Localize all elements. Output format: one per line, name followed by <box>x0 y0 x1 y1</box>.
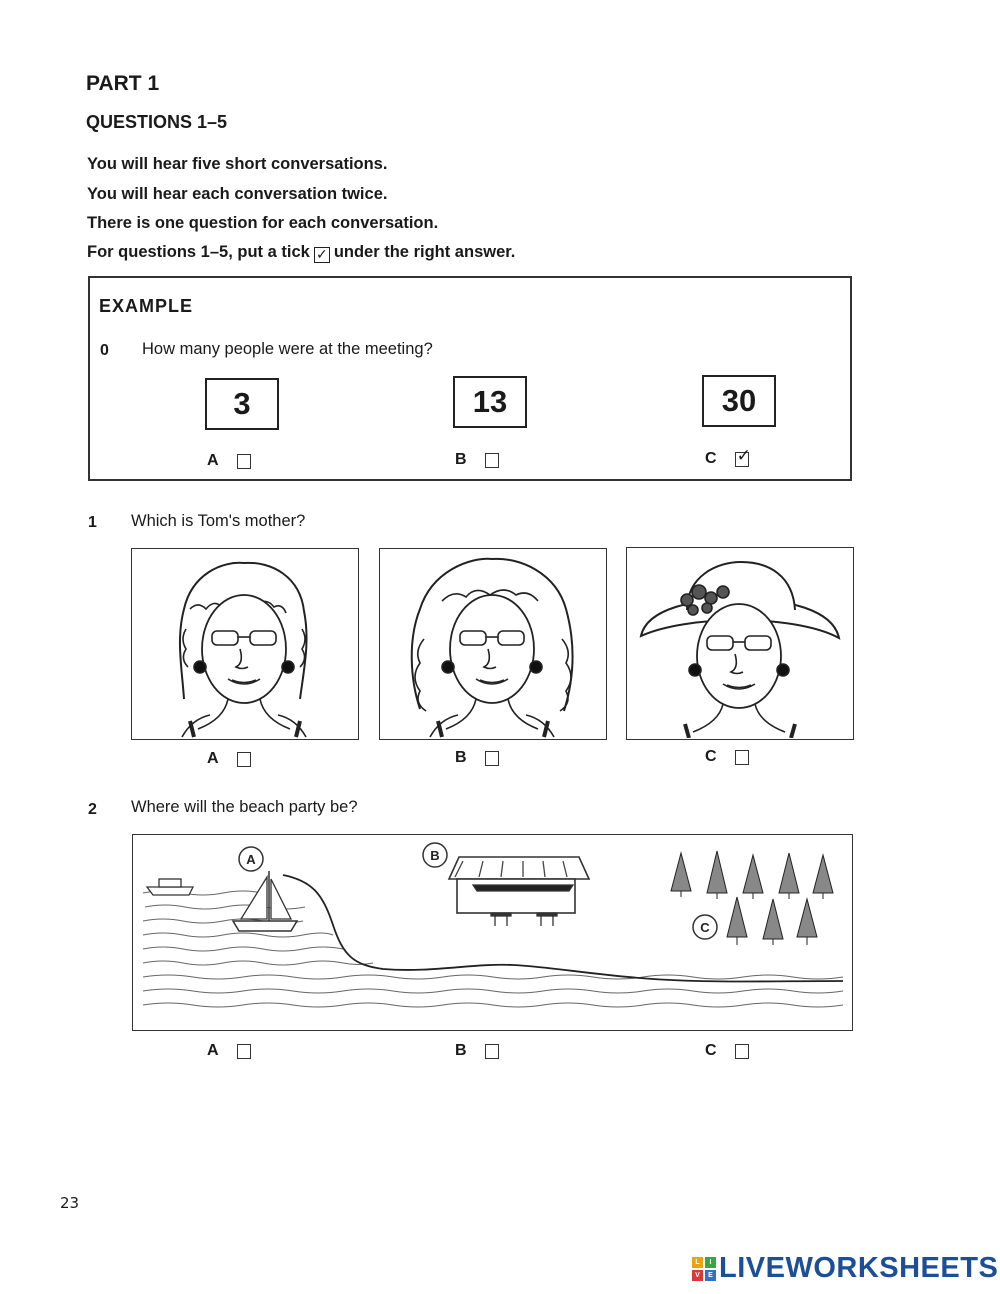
example-option-a <box>207 452 251 470</box>
page-number: 23 <box>60 1194 80 1212</box>
example-number: 0 <box>100 342 109 359</box>
q1-checkbox-c[interactable] <box>735 750 749 765</box>
q2-number: 2 <box>88 801 97 818</box>
option-letter: C <box>705 450 717 467</box>
option-letter: C <box>705 1042 717 1059</box>
example-value-b: 13 <box>453 376 527 428</box>
q1-picture-a[interactable] <box>131 548 359 740</box>
q2-option-c <box>705 1042 749 1060</box>
q2-checkbox-a[interactable] <box>237 1044 251 1059</box>
woman-long-hair-illustration <box>380 549 605 738</box>
q2-beach-map <box>132 834 853 1031</box>
instruction-line-4-end: under the right answer. <box>333 243 516 261</box>
q2-option-b <box>455 1042 499 1060</box>
option-letter: A <box>207 452 219 469</box>
woman-short-hair-illustration <box>132 549 357 738</box>
tick-icon: ✓ <box>314 247 330 263</box>
example-value-c: 30 <box>702 375 776 427</box>
option-letter: C <box>705 748 717 765</box>
q1-number: 1 <box>88 514 97 531</box>
instruction-line-4-start: For questions 1–5, put a tick <box>87 243 310 261</box>
q2-option-a <box>207 1042 251 1060</box>
instruction-line-3: There is one question for each conversation. <box>87 214 439 232</box>
q1-checkbox-a[interactable] <box>237 752 251 767</box>
q2-question: Where will the beach party be? <box>131 798 358 816</box>
beach-map-illustration <box>133 835 851 1029</box>
option-letter: B <box>455 749 467 766</box>
q2-checkbox-b[interactable] <box>485 1044 499 1059</box>
q2-checkbox-c[interactable] <box>735 1044 749 1059</box>
liveworksheets-logo-icon <box>692 1257 716 1281</box>
example-checkbox-a[interactable] <box>237 454 251 469</box>
map-label-a: A <box>246 852 256 867</box>
instruction-line-4 <box>87 243 515 263</box>
q1-option-a <box>207 750 251 768</box>
q1-checkbox-b[interactable] <box>485 751 499 766</box>
example-value-a: 3 <box>205 378 279 430</box>
logo-letter-l: L <box>692 1257 703 1268</box>
q1-option-b <box>455 749 499 767</box>
liveworksheets-brand[interactable] <box>692 1252 998 1285</box>
logo-letter-i: I <box>705 1257 716 1268</box>
option-letter: B <box>455 1042 467 1059</box>
option-letter: B <box>455 451 467 468</box>
instruction-line-1: You will hear five short conversations. <box>87 155 388 173</box>
questions-range: QUESTIONS 1–5 <box>86 112 228 132</box>
logo-letter-v: V <box>692 1270 703 1281</box>
checkmark-icon: ✓ <box>736 445 751 465</box>
example-option-c <box>705 445 751 468</box>
example-option-b <box>455 451 499 469</box>
option-letter: A <box>207 750 219 767</box>
q1-picture-b[interactable] <box>379 548 607 740</box>
logo-letter-e: E <box>705 1270 716 1281</box>
option-letter: A <box>207 1042 219 1059</box>
example-checkbox-b[interactable] <box>485 453 499 468</box>
example-label: EXAMPLE <box>99 296 194 316</box>
example-checkbox-c[interactable] <box>735 445 751 467</box>
instruction-line-2: You will hear each conversation twice. <box>87 185 388 203</box>
q1-picture-c[interactable] <box>626 547 854 740</box>
brand-text: LIVEWORKSHEETS <box>719 1252 999 1284</box>
q1-option-c <box>705 748 749 766</box>
part-title: PART 1 <box>86 72 160 95</box>
q1-question: Which is Tom's mother? <box>131 512 306 530</box>
map-label-c: C <box>700 920 710 935</box>
example-question: How many people were at the meeting? <box>142 340 433 358</box>
map-label-b: B <box>430 848 440 863</box>
woman-hat-illustration <box>627 548 852 738</box>
